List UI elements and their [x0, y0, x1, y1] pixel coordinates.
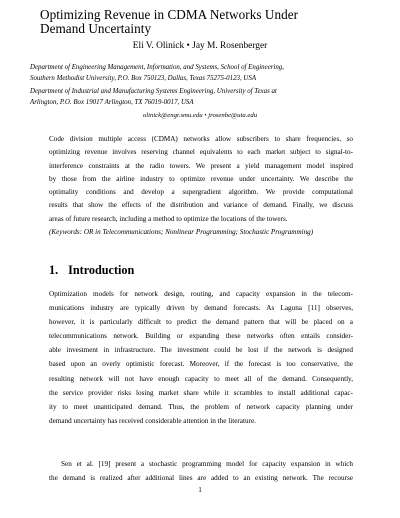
- affiliation-line: Arlington, P.O. Box 19017 Arlington, TX 76019-0017, USA: [30, 98, 194, 106]
- page-number: 1: [198, 486, 202, 494]
- abstract: [49, 133, 353, 239]
- paragraph-line: telecommunications network. Building or expanding these networks often entails consider-: [49, 332, 353, 341]
- paragraph-line: based upon an overly optimistic forecast. Moreover, if the forecast is too conservative, the: [49, 360, 353, 369]
- author-list: Eli V. Olinick • Jay M. Rosenberger: [132, 41, 268, 51]
- affiliation-line: Southern Methodist University, P.O. Box 750123, Dallas, Texas 75275-0123, USA: [30, 74, 257, 82]
- section-title: Introduction: [68, 263, 135, 277]
- paragraph-line: resulting network will not have enough capacity to meet all of the demand. Consequently,: [49, 374, 353, 383]
- author-emails: olinick@engr.smu.edu • jrosenbe@uta.edu: [142, 112, 258, 119]
- introduction-paragraph-1: [49, 287, 353, 428]
- paragraph-line: however, it is particularly difficult to predict the demand pattern that will be placed on a: [49, 318, 353, 327]
- paragraph-line: the service provider risks losing market share while it scrambles to install additional capac-: [49, 388, 353, 397]
- title-line: Demand Uncertainty: [40, 21, 152, 36]
- abstract-line: optimizing revenue involves reserving channel equivalents to each market subject to signal-to-: [49, 148, 353, 157]
- paragraph-line: munications industry are typically driven by demand forecasts. As Laguna [11] observes,: [49, 304, 353, 313]
- keywords: (Keywords: OR in Telecommunications; Nonlinear Programming; Stochastic Programming): [49, 228, 314, 237]
- abstract-line: by those from the airline industry to optimize revenue under uncertainty. We describe the: [49, 174, 353, 183]
- paragraph-line: the demand is realized after additional lines are added to an existing network. The recourse: [49, 474, 353, 483]
- paragraph-line: demand uncertainty has received considerable attention in the literature.: [49, 416, 256, 425]
- section-number: 1.: [49, 263, 59, 277]
- section-heading-introduction: [49, 262, 353, 278]
- affiliation-smu: [30, 63, 370, 84]
- paragraph-line: able investment in infrastructure. The investment could be lost if the network is designed: [49, 346, 353, 355]
- paragraph-line: Sen et al. [19] present a stochastic programming model for capacity expansion in which: [61, 460, 353, 468]
- abstract-line: optimality conditions and develop a supergradient algorithm. We provide computational: [49, 188, 353, 197]
- title-line: Optimizing Revenue in CDMA Networks Under: [40, 7, 299, 22]
- introduction-paragraph-2: [49, 457, 353, 485]
- affiliation-line: Department of Industrial and Manufacturing Systems Engineering, University of Texas at: [30, 88, 277, 95]
- abstract-line: areas of future research, including a method to optimize the locations of the towers.: [49, 214, 288, 223]
- paragraph-line: ity to meet unanticipated demand. Thus, the problem of network capacity planning under: [49, 402, 353, 411]
- affiliation-uta: [30, 87, 370, 108]
- abstract-line: Code division multiple access (CDMA) networks allow subscribers to share frequencies, so: [49, 135, 353, 143]
- abstract-line: results that show the effects of the distribution and variance of demand. Finally, we discuss: [49, 201, 353, 210]
- paper-title: [40, 8, 360, 36]
- abstract-line: interference constraints at the radio towers. We present a yield management model inspired: [49, 161, 353, 170]
- paragraph-line: Optimization models for network design, routing, and capacity expansion in the telecom-: [49, 290, 353, 298]
- affiliation-line: Department of Engineering Management, Information, and Systems, School of Engineering,: [30, 64, 284, 71]
